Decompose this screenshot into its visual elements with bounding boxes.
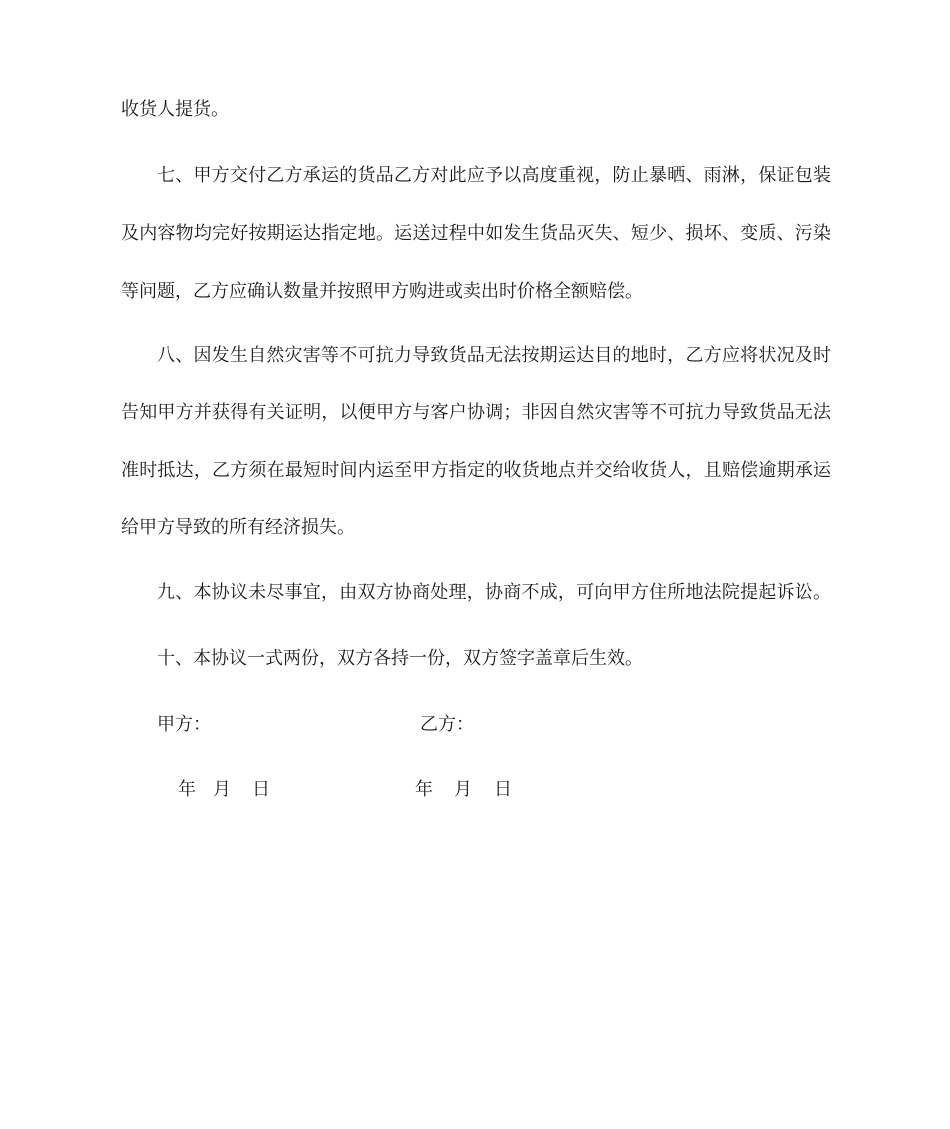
clause-7-line-2: 及内容物均完好按期运达指定地。运送过程中如发生货品灭失、短少、损坏、变质、污染 xyxy=(121,223,831,244)
clause-7-line-3: 等问题，乙方应确认数量并按照甲方购进或卖出时价格全额赔偿。 xyxy=(121,281,643,302)
party-b-year: 年 xyxy=(415,779,433,800)
party-b-day: 日 xyxy=(494,779,512,800)
clause-8-line-2: 告知甲方并获得有关证明，以便甲方与客户协调；非因自然灾害等不可抗力导致货品无法 xyxy=(121,402,831,423)
party-a-month: 月 xyxy=(213,779,231,800)
clause-8-line-4: 给甲方导致的所有经济损失。 xyxy=(121,517,355,538)
party-b-label: 乙方： xyxy=(420,714,474,735)
party-a-day: 日 xyxy=(252,779,270,800)
party-a-year: 年 xyxy=(178,779,196,800)
party-b-month: 月 xyxy=(454,779,472,800)
clause-10-line: 十、本协议一式两份，双方各持一份，双方签字盖章后生效。 xyxy=(157,648,643,669)
clause-8-line-1: 八、因发生自然灾害等不可抗力导致货品无法按期运达目的地时，乙方应将状况及时 xyxy=(157,345,831,366)
party-a-label: 甲方： xyxy=(157,714,211,735)
paragraph-line: 收货人提货。 xyxy=(121,99,229,120)
clause-8-line-3: 准时抵达，乙方须在最短时间内运至甲方指定的收货地点并交给收货人，且赔偿逾期承运 xyxy=(121,460,831,481)
clause-9-line: 九、本协议未尽事宜，由双方协商处理，协商不成，可向甲方住所地法院提起诉讼。 xyxy=(157,582,831,603)
clause-7-line-1: 七、甲方交付乙方承运的货品乙方对此应予以高度重视，防止暴晒、雨淋，保证包装 xyxy=(157,165,831,186)
